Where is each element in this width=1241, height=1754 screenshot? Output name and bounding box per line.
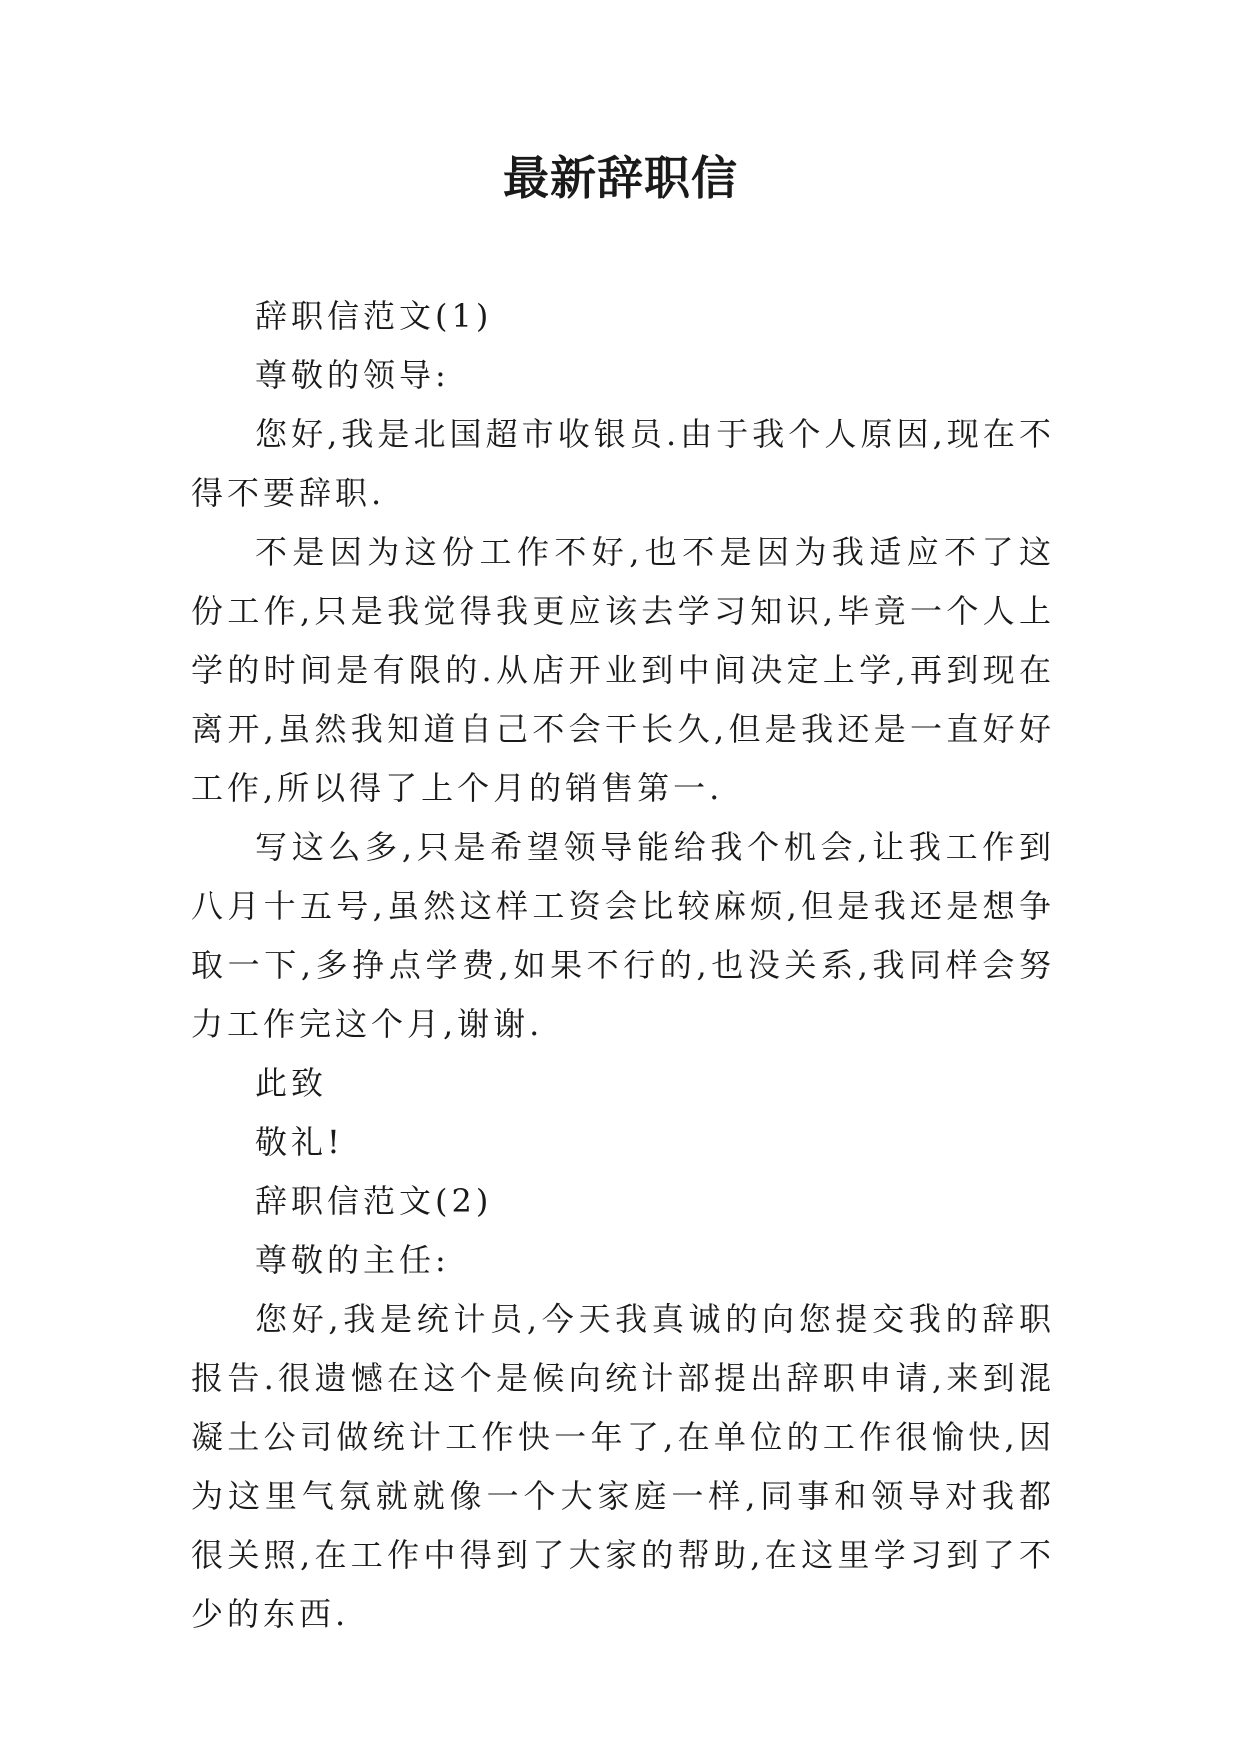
document-body	[191, 287, 1055, 1644]
salutation-1: 尊敬的领导:	[255, 356, 450, 394]
body-paragraph: 您好,我是统计员,今天我真诚的向您提交我的辞职报告.很遗憾在这个是候向统计部提出辞职申请,来到混凝土公司做统计工作快一年了,在单位的工作很愉快,因为这里气氛就就像一个大家庭一样,同事和领导对我都很关照,在工作中得到了大家的帮助,在这里学习到了不少的东西.	[191, 1300, 1055, 1633]
closing-regards: 敬礼!	[255, 1123, 344, 1161]
salutation-2: 尊敬的主任:	[255, 1241, 450, 1279]
section-heading-1: 辞职信范文(1)	[255, 297, 493, 335]
body-paragraph: 写这么多,只是希望领导能给我个机会,让我工作到八月十五号,虽然这样工资会比较麻烦,但是我还是想争取一下,多挣点学费,如果不行的,也没关系,我同样会努力工作完这个月,谢谢.	[191, 828, 1055, 1043]
document-title: 最新辞职信	[503, 151, 738, 205]
body-paragraph: 不是因为这份工作不好,也不是因为我适应不了这份工作,只是我觉得我更应该去学习知识,毕竟一个人上学的时间是有限的.从店开业到中间决定上学,再到现在离开,虽然我知道自己不会干长久,但是我还是一直好好工作,所以得了上个月的销售第一.	[191, 533, 1055, 807]
closing-line: 此致	[255, 1064, 328, 1102]
body-paragraph: 您好,我是北国超市收银员.由于我个人原因,现在不得不要辞职.	[191, 415, 1055, 512]
section-heading-2: 辞职信范文(2)	[255, 1182, 493, 1220]
